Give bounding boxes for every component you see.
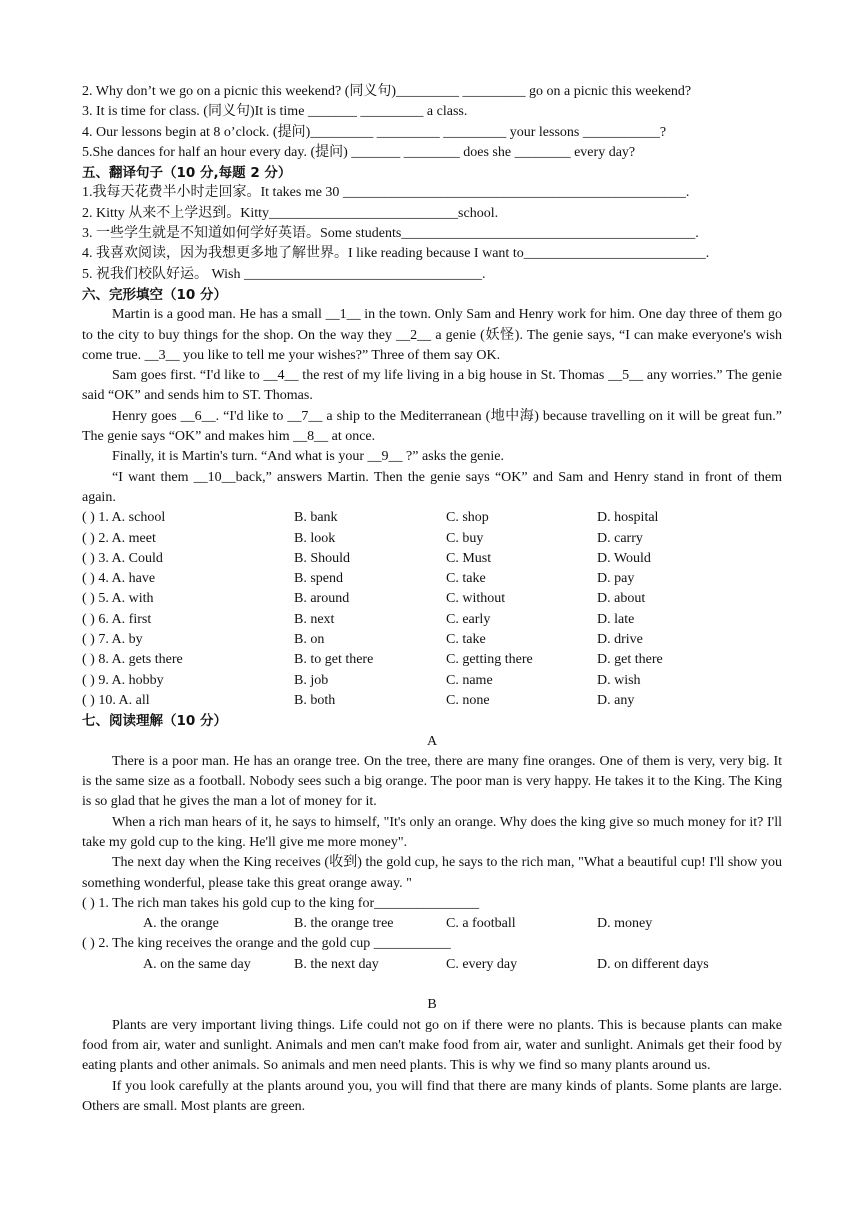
option-c: C. early [446, 611, 491, 627]
option-c: C. every day [446, 956, 518, 972]
option-c: C. none [446, 692, 490, 708]
question-1-options [82, 914, 782, 934]
rewrite-item-3: 3. It is time for class. (同义句)It is time _______ _________ a class. [82, 104, 468, 120]
cloze-option-row [82, 691, 782, 711]
option-d: D. late [597, 611, 635, 627]
section-7-heading: 七、阅读理解（10 分） [82, 713, 227, 730]
option-d: D. on different days [597, 956, 709, 972]
option-b: B. on [294, 632, 325, 648]
option-b: B. job [294, 672, 329, 688]
option-c: C. take [446, 571, 486, 587]
rewrite-item-5: 5.She dances for half an hour every day. (提问) _______ ________ does she ________ every day? [82, 144, 636, 160]
option-a: ( ) 9. A. hobby [82, 672, 164, 688]
option-c: C. shop [446, 510, 489, 526]
cloze-option-row [82, 589, 782, 609]
option-b: B. next [294, 611, 335, 627]
cloze-option-row [82, 671, 782, 691]
passage-b-paragraph-1: Plants are very important living things. Life could not go on if there were no plants. This is because plants can make food from air, water and sunlight. Animals and men can't make food from air, water and sunlight. Animals get their food by eating plants and other animals. So animals and men need plants. This is why we find so many plants around us. [82, 1017, 782, 1074]
cloze-paragraph-3: Henry goes __6__. “I'd like to __7__ a ship to the Mediterranean (地中海) because travelling on it will be great fun.” The genie says “OK” and makes him __8__ at once. [82, 408, 782, 445]
cloze-paragraph-1: Martin is a good man. He has a small __1__ in the town. Only Sam and Henry work for him. One day three of them go to the city to buy things for the shop. On the way they __2__ a genie (妖怪). The genie says, “I can make everyone's wish come true. __3__ you like to tell me your wishes?” Three of them say OK. [82, 307, 782, 363]
cloze-option-row [82, 569, 782, 589]
section-6-heading: 六、完形填空（10 分） [82, 286, 227, 303]
option-a: ( ) 6. A. first [82, 611, 152, 627]
option-b: B. around [294, 591, 350, 607]
translate-item-4: 4. 我喜欢阅读，因为我想更多地了解世界。I like reading because I want to__________________________. [82, 246, 710, 262]
option-a: ( ) 2. A. meet [82, 530, 156, 546]
question-2: ( ) 2. The king receives the orange and the gold cup ___________ [82, 936, 451, 952]
option-c: C. name [446, 672, 493, 688]
option-d: D. about [597, 591, 646, 607]
section-5-heading: 五、翻译句子（10 分,每题 2 分） [82, 165, 292, 182]
option-d: D. Would [597, 550, 651, 566]
cloze-option-row [82, 549, 782, 569]
option-a: ( ) 4. A. have [82, 571, 156, 587]
passage-a-paragraph-3: The next day when the King receives (收到) the gold cup, he says to the rich man, "What a beautiful cup! I'll show you something wonderful, please take this great orange away. " [82, 855, 782, 891]
cloze-paragraph-4: Finally, it is Martin's turn. “And what is your __9__ ?” asks the genie. [112, 449, 504, 465]
option-a: ( ) 8. A. gets there [82, 652, 183, 668]
option-a: ( ) 5. A. with [82, 591, 154, 607]
option-b: B. look [294, 530, 336, 546]
option-b: B. the orange tree [294, 916, 394, 932]
option-a: ( ) 3. A. Could [82, 550, 163, 566]
option-b: B. to get there [294, 652, 374, 668]
option-c: C. a football [446, 916, 516, 932]
passage-b-label: B [427, 997, 437, 1013]
option-a: ( ) 10. A. all [82, 692, 150, 708]
passage-a-paragraph-1: There is a poor man. He has an orange tree. On the tree, there are many fine oranges. One of them is very, very big. It is the same size as a football. Nobody sees such a big orange. The poor man is very happy. He takes it to the King. The King is so glad that he gives the man a lot of money for it. [82, 753, 782, 810]
cloze-option-row [82, 610, 782, 630]
option-c: C. getting there [446, 652, 533, 668]
option-d: D. wish [597, 672, 641, 688]
worksheet-page [82, 82, 782, 1117]
option-d: D. carry [597, 530, 643, 546]
option-c: C. take [446, 632, 486, 648]
passage-a-label: A [426, 733, 438, 749]
translate-item-1: 1.我每天花费半小时走回家。It takes me 30 _________________________________________________. [82, 185, 690, 201]
cloze-option-row [82, 650, 782, 670]
passage-b-paragraph-2: If you look carefully at the plants around you, you will find that there are many kinds of plants. Some plants are large. Others are small. Most plants are green. [82, 1078, 782, 1114]
option-d: D. drive [597, 632, 643, 648]
option-d: D. money [597, 916, 653, 932]
translate-item-2: 2. Kitty 从来不上学迟到。Kitty___________________________school. [82, 205, 499, 221]
option-a: ( ) 7. A. by [82, 632, 143, 648]
option-c: C. Must [446, 550, 492, 566]
option-c: C. buy [446, 530, 484, 546]
question-1: ( ) 1. The rich man takes his gold cup to the king for_______________ [82, 895, 480, 911]
cloze-option-row [82, 508, 782, 528]
option-c: C. without [446, 591, 506, 607]
cloze-paragraph-5: “I want them __10__back,” answers Martin. Then the genie says “OK” and Sam and Henry stand in front of them again. [82, 469, 782, 505]
option-b: B. Should [294, 550, 351, 566]
option-d: D. pay [597, 571, 635, 587]
translate-item-3: 3. 一些学生就是不知道如何学好英语。Some students__________________________________________. [82, 226, 699, 242]
blank-line [82, 975, 782, 995]
rewrite-item-4: 4. Our lessons begin at 8 o’clock. (提问)_________ _________ _________ your lessons ___________? [82, 124, 667, 140]
translate-item-5: 5. 祝我们校队好运。 Wish __________________________________. [82, 266, 486, 282]
cloze-option-row [82, 630, 782, 650]
option-d: D. hospital [597, 510, 659, 526]
question-2-options [82, 955, 782, 975]
rewrite-item-2: 2. Why don’t we go on a picnic this weekend? (同义句)_________ _________ go on a picnic this weekend? [82, 84, 692, 99]
option-a: A. on the same day [143, 956, 251, 972]
option-d: D. get there [597, 652, 663, 668]
option-a: ( ) 1. A. school [82, 510, 166, 526]
option-b: B. both [294, 692, 336, 708]
cloze-option-row [82, 529, 782, 549]
option-b: B. bank [294, 510, 338, 526]
option-b: B. spend [294, 571, 343, 587]
option-b: B. the next day [294, 956, 379, 972]
passage-a-paragraph-2: When a rich man hears of it, he says to himself, "It's only an orange. Why does the king give so much money for it? I'll take my gold cup to the king. He'll give me more money". [82, 814, 782, 850]
option-a: A. the orange [143, 916, 219, 932]
option-d: D. any [597, 692, 635, 708]
cloze-paragraph-2: Sam goes first. “I'd like to __4__ the rest of my life living in a big house in St. Thomas __5__ any worries.” The genie said “OK” and sends him to ST. Thomas. [82, 368, 782, 404]
